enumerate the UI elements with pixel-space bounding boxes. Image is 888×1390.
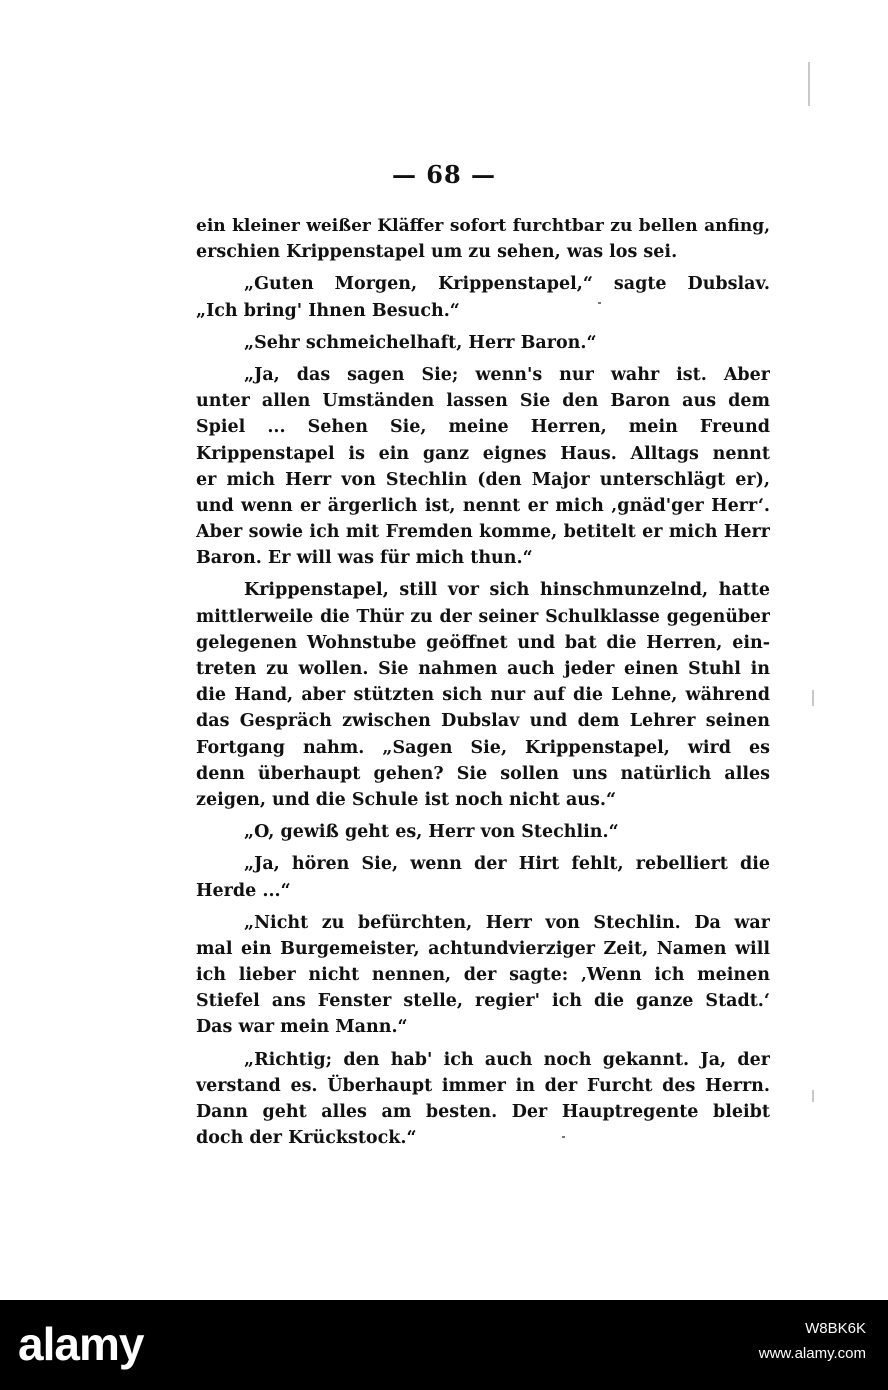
text-line: „Richtig; den hab' ich auch noch gekannt. Ja, der <box>244 1049 770 1070</box>
scan-edge-mark <box>812 690 814 706</box>
text-line: ein kleiner weißer Kläffer sofort furchtbar zu bellen anfing, <box>196 216 770 236</box>
text-line: mittlerweile die Thür zu der seiner Schulklasse gegenüber <box>196 606 770 627</box>
text-line: „Guten Morgen, Krippenstapel,“ sagte Dubslav. <box>244 274 770 295</box>
text-line: „Ich bring' Ihnen Besuch.“ <box>196 300 460 321</box>
text-line: verstand es. Überhaupt immer in der Furcht des Herrn. <box>196 1075 770 1096</box>
text-line: Aber sowie ich mit Fremden komme, betitelt er mich Herr <box>196 522 770 543</box>
body-text <box>196 213 770 1151</box>
text-line: er mich Herr von Stechlin (den Major unterschlägt er), <box>196 469 770 490</box>
text-line: Fortgang nahm. „Sagen Sie, Krippenstapel, wird es <box>196 737 770 758</box>
text-line: Spiel ... Sehen Sie, meine Herren, mein Freund <box>196 417 770 438</box>
image-credit <box>759 1316 866 1366</box>
text-line: „Nicht zu befürchten, Herr von Stechlin. Da war <box>244 912 770 933</box>
alamy-logo: alamy <box>18 1318 144 1370</box>
text-line: gelegenen Wohnstube geöffnet und bat die Herren, ein- <box>196 632 770 653</box>
watermark-banner <box>0 1300 888 1390</box>
text-line: die Hand, aber stützten sich nur auf die Lehne, während <box>196 685 770 706</box>
text-line: Herde ...“ <box>196 880 291 901</box>
text-line: denn überhaupt gehen? Sie sollen uns natürlich alles <box>196 763 770 784</box>
scan-edge-mark <box>808 62 810 106</box>
page-number: — 68 — <box>391 160 497 189</box>
text-line: Krippenstapel is ein ganz eignes Haus. Alltags nennt <box>196 443 770 464</box>
site-url: www.alamy.com <box>758 1345 866 1362</box>
text-line: Stiefel ans Fenster stelle, regier' ich die ganze Stadt.‘ <box>196 991 770 1012</box>
text-line: „Sehr schmeichelhaft, Herr Baron.“ <box>244 332 597 353</box>
text-line: und wenn er ärgerlich ist, nennt er mich ‚gnäd'ger Herr‘. <box>196 495 770 516</box>
image-id: W8BK6K <box>805 1320 866 1337</box>
text-line: „O, gewiß geht es, Herr von Stechlin.“ <box>244 822 619 843</box>
text-line: zeigen, und die Schule ist noch nicht aus.“ <box>196 789 617 810</box>
scan-edge-mark <box>812 1090 814 1102</box>
text-line: „Ja, hören Sie, wenn der Hirt fehlt, rebelliert die <box>244 854 770 875</box>
text-line: unter allen Umständen lassen Sie den Baron aus dem <box>196 391 770 412</box>
text-line: Baron. Er will was für mich thun.“ <box>196 548 533 569</box>
text-line: Krippenstapel, still vor sich hinschmunzelnd, hatte <box>244 580 770 601</box>
text-line: mal ein Burgemeister, achtundvierziger Zeit, Namen will <box>196 938 770 959</box>
text-line: treten zu wollen. Sie nahmen auch jeder einen Stuhl in <box>196 659 770 679</box>
text-line: Dann geht alles am besten. Der Hauptregente bleibt <box>196 1102 770 1122</box>
text-line: doch der Krückstock.“ <box>196 1128 417 1149</box>
text-line: erschien Krippenstapel um zu sehen, was los sei. <box>196 242 678 263</box>
text-line: Das war mein Mann.“ <box>196 1017 408 1038</box>
text-line: „Ja, das sagen Sie; wenn's nur wahr ist. Aber <box>244 364 770 385</box>
text-line: das Gespräch zwischen Dubslav und dem Lehrer seinen <box>196 711 770 732</box>
text-line: ich lieber nicht nennen, der sagte: ‚Wenn ich meinen <box>196 965 770 986</box>
